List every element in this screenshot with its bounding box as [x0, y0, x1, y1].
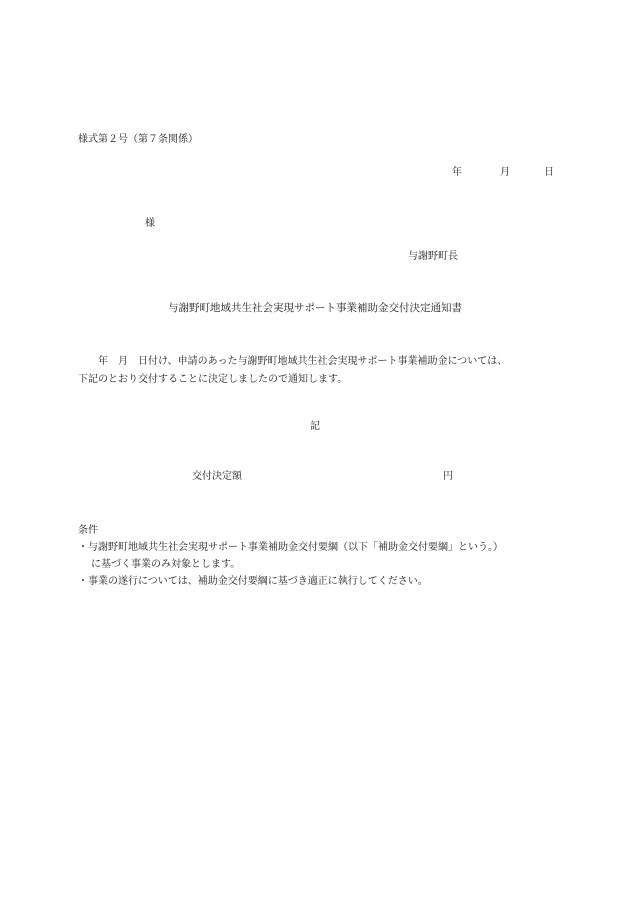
date-year-label: 年	[452, 167, 462, 178]
amount-label: 交付決定額	[192, 471, 242, 482]
condition-item-continuation: に基づく事業のみ対象とします。	[91, 559, 241, 570]
condition-item: ・事業の遂行については、補助金交付要綱に基づき適正に執行してください。	[78, 576, 428, 587]
date-day-label: 日	[544, 167, 554, 178]
amount-unit: 円	[443, 471, 453, 482]
issuer-title: 与謝野町長	[408, 251, 458, 262]
form-number: 様式第２号（第７条関係）	[78, 134, 198, 145]
conditions-section	[78, 522, 503, 590]
document-title: 与謝野町地域共生社会実現サポート事業補助金交付決定通知書	[168, 302, 462, 314]
condition-item: ・与謝野町地域共生社会実現サポート事業補助金交付要綱（以下「補助金交付要綱」という。）	[78, 542, 503, 553]
ki-heading: 記	[310, 421, 320, 432]
body-line-2: 下記のとおり交付することに決定しましたので通知します。	[78, 374, 348, 385]
body-paragraph	[78, 353, 558, 389]
conditions-heading: 条件	[78, 525, 98, 536]
body-line-1: 年 月 日付け、申請のあった与謝野町地域共生社会実現サポート事業補助金については、	[98, 356, 508, 367]
date-month-label: 月	[500, 167, 510, 178]
recipient-honorific: 様	[145, 218, 155, 229]
